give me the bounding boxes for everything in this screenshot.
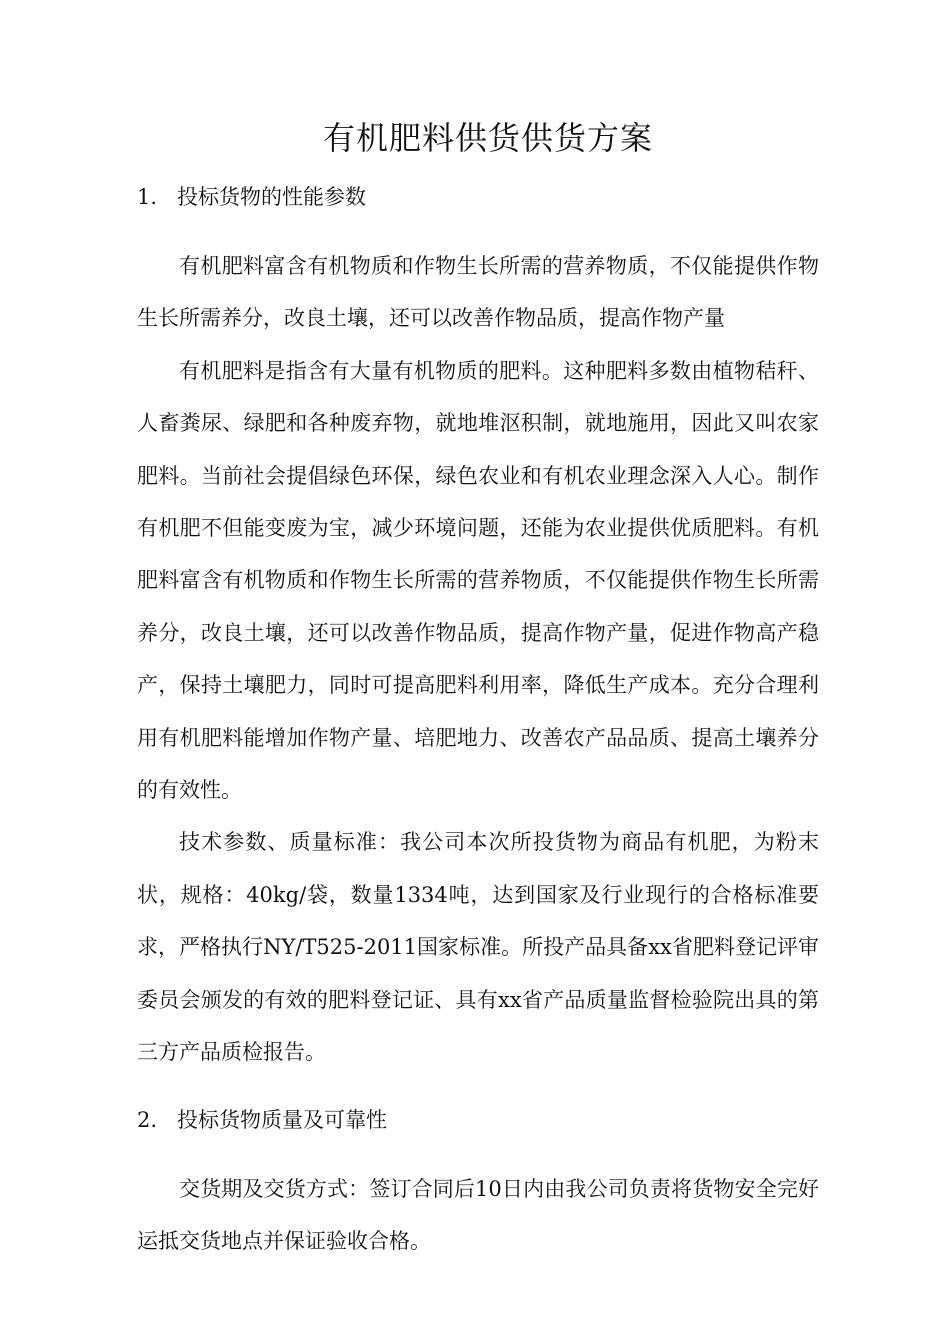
- section-heading-2: [137, 1105, 819, 1135]
- section-number: 2.: [137, 1107, 158, 1132]
- paragraph: 技术参数、质量标准：我公司本次所投货物为商品有机肥，为粉末状，规格：40kg/袋，数量1334吨，达到国家及行业现行的合格标准要求，严格执行NY/T525-2011国家标准。所投产品具备xx省肥料登记评审委员会颁发的有效的肥料登记证、具有xx省产品质量监督检验院出具的第三方产品质检报告。: [137, 830, 819, 1065]
- section-number: 1.: [137, 185, 158, 209]
- document-title: 有机肥料供货供货方案: [322, 119, 653, 157]
- paragraph: 有机肥料富含有机物质和作物生长所需的营养物质，不仅能提供作物生长所需养分，改良土壤，还可以改善作物品质，提高作物产量: [137, 254, 819, 331]
- paragraph: 交货期及交货方式：签订合同后10日内由我公司负责将货物安全完好运抵交货地点并保证验收合格。: [137, 1176, 819, 1253]
- section-heading-1: [137, 182, 819, 212]
- section-title: 投标货物的性能参数: [177, 185, 366, 209]
- document-body: [137, 112, 819, 1267]
- section-title: 投标货物质量及可靠性: [177, 1107, 387, 1132]
- paragraph: 有机肥料是指含有大量有机物质的肥料。这种肥料多数由植物秸秆、人畜粪尿、绿肥和各种废弃物，就地堆沤积制，就地施用，因此又叫农家肥料。当前社会提倡绿色环保，绿色农业和有机农业理念深入人心。制作有机肥不但能变废为宝，减少环境问题，还能为农业提供优质肥料。有机肥料富含有机物质和作物生长所需的营养物质，不仅能提供作物生长所需养分，改良土壤，还可以改善作物品质，提高作物产量，促进作物高产稳产，保持土壤肥力，同时可提高肥料利用率，降低生产成本。充分合理利用有机肥料能增加作物产量、培肥地力、改善农产品品质、提高土壤养分的有效性。: [137, 358, 819, 803]
